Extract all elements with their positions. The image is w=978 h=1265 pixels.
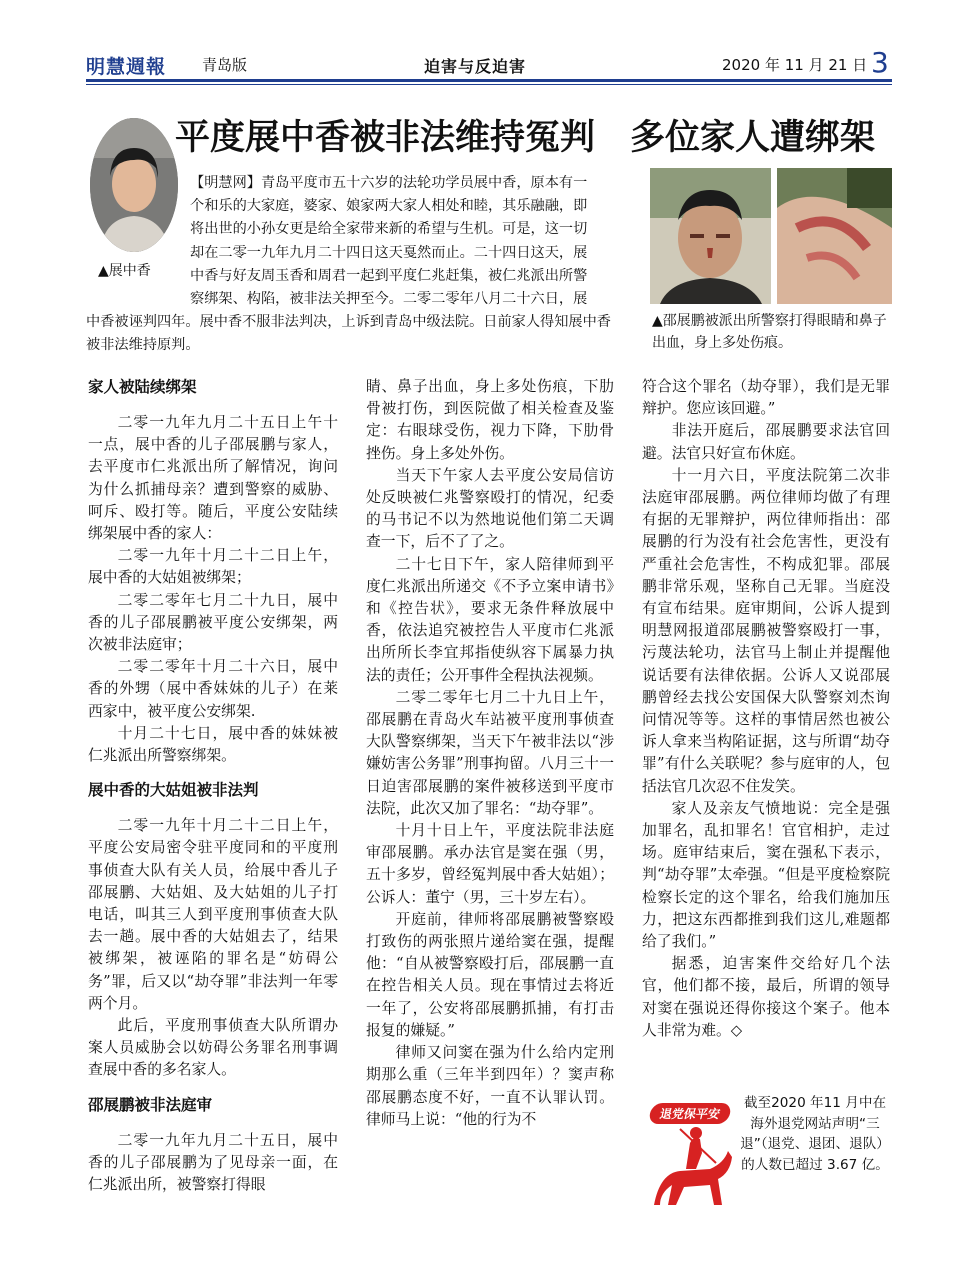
issue-date: 2020 年 11 月 21 日 <box>722 56 868 74</box>
paragraph: 二零二零年十月二十六日，展中香的外甥（展中香妹妹的儿子）在莱西家中，被平度公安绑架. <box>88 658 338 720</box>
column-1 <box>88 376 338 1196</box>
edition-label: 青岛版 <box>202 56 248 74</box>
intro-text: 【明慧网】青岛平度市五十六岁的法轮功学员展中香，原本有一个和乐的大家庭，婆家、娘家两大家人相处和睦，其乐融融，即将出世的小孙女更是给全家带来新的希望与生机。可是，这一切却在二零一九年九月二十四日这天戛然而止。二十四日这天，展中香与好友周玉香和周君一起到平度仁兆赶集，被仁兆派出所警察绑架、构陷，被非法关押至今。二零二零年八月二十六日，展中香被诬判四年。展中香不服非法判决，上诉到青岛中级法院。日前家人得知展中香被非法维持原判。 <box>86 175 611 354</box>
quit-party-box <box>640 1093 892 1217</box>
paragraph: 二零二零年七月二十九日上午，邵展鹏在青岛火车站被平度刑事侦查大队警察绑架，当天下午被非法以“涉嫌妨害公务罪”刑事拘留。八月三十一日迫害邵展鹏的案件被移送到平度市法院，此次又加了罪名：“劫夺罪”。 <box>366 688 614 817</box>
photo-caption: ▲邵展鹏被派出所警察打得眼睛和鼻子出血，身上多处伤痕。 <box>652 313 887 351</box>
paragraph: 二十七日下午，家人陪律师到平度仁兆派出所递交《不予立案申请书》和《控告状》，要求无条件释放展中香，依法追究被控告人平度市仁兆派出所所长李宜邦指使纵容下属暴力执法的责任；公开事件全程执法视频。 <box>366 555 614 684</box>
paragraph: 十一月六日，平度法院第二次非法庭审邵展鹏。两位律师均做了有理有据的无罪辩护，两位律师指出：邵展鹏的行为没有社会危害性，更没有严重社会危害性，不构成犯罪。邵展鹏非常乐观，坚称自己无罪。当庭没有宣布结果。庭审期间，公诉人提到明慧网报道邵展鹏被警察殴打一事，污蔑法轮功，法官马上制止并提醒他说话要有法律依据。公诉人又说邵展鹏曾经去找公安国保大队警察刘杰询问情况等等。这样的事情居然也被公诉人拿来当构陷证据，这与所谓“劫夺罪”有什么关联呢？参与庭审的人，包括法官几次忍不住发笑。 <box>642 466 890 795</box>
paragraph: 十月十日上午，平度法院非法庭审邵展鹏。承办法官是窦在强（男，五十多岁，曾经冤判展中香大姑姐）；公诉人：董宁（男，三十岁左右）。 <box>366 822 614 906</box>
column-3 <box>642 376 890 1042</box>
paragraph: 律师又问窦在强为什么给内定刑期那么重（三年半到四年）？窦声称邵展鹏态度不好，一直不认罪认罚。律师马上说：“他的行为不 <box>366 1044 614 1128</box>
paragraph: 睛、鼻子出血，身上多处伤痕，下肋骨被打伤，到医院做了相关检查及鉴定：右眼球受伤，视力下降，下肋骨挫伤。身上多处外伤。 <box>366 378 614 462</box>
paragraph: 开庭前，律师将邵展鹏被警察殴打致伤的两张照片递给窦在强，提醒他：“自从被警察殴打后，邵展鹏一直在控告相关人员。现在事情过去将近一年了，公安将邵展鹏抓捕，有打击报复的嫌疑。” <box>366 910 614 1039</box>
subheading-son-trial: 邵展鹏被非法庭审 <box>88 1095 213 1114</box>
paragraph: 二零二零年七月二十九日，展中香的儿子邵展鹏被平度公安绑架，两次被非法庭审； <box>88 591 338 654</box>
paragraph: 十月二十七日，展中香的妹妹被仁兆派出所警察绑架。 <box>88 724 338 765</box>
paragraph: 符合这个罪名（劫夺罪），我们是无罪辩护。您应该回避。” <box>642 378 890 418</box>
paragraph: 此后，平度刑事侦查大队所谓办案人员威胁会以妨碍公务罪名刑事调查展中香的多名家人。 <box>88 1017 338 1079</box>
article-headline: 平度展中香被非法维持冤判 多位家人遭绑架 <box>175 117 876 158</box>
subheading-family-abducted: 家人被陆续绑架 <box>88 378 197 396</box>
paragraph: 据悉，迫害案件交给好几个法官，他们都不接，最后，所谓的领导对窦在强说还得你接这个案子。他本人非常为难。◇ <box>642 955 890 1039</box>
subheading-sister-in-law: 展中香的大姑姐被非法判 <box>88 781 259 800</box>
paragraph: 二零一九年十月二十二日上午，平度公安局密令驻平度同和的平度刑事侦查大队有关人员，给展中香儿子邵展鹏、大姑姐、及大姑姐的儿子打电话，叫其三人到平度刑事侦查大队去一趟。展中香的大姑姐去了，结果被绑架，被诬陷的罪名是“妨碍公务”罪，后又以“劫夺罪”非法判一年零两个月。 <box>88 817 338 1012</box>
article-intro <box>86 172 614 358</box>
badge-label: 退党保平安 <box>648 1103 732 1124</box>
section-title: 迫害与反迫害 <box>424 57 527 76</box>
portrait-caption: ▲展中香 <box>98 263 151 279</box>
photo-injured-face <box>650 168 771 304</box>
paragraph: 家人及亲友气愤地说：完全是强加罪名，乱扣罪名！官官相护，走过场。庭审结束后，窦在强私下表示，判“劫夺罪”太牵强。“但是平度检察院检察长定的这个罪名，给我们施加压力，把这东西都推到我们这儿,难题都给了我们。” <box>642 799 890 951</box>
paragraph: 二零一九年九月二十五日上午十一点，展中香的儿子邵展鹏与家人，去平度市仁兆派出所了解情况，询问为什么抓捕母亲？遭到警察的威胁、呵斥、殴打等。随后，平度公安陆续绑架展中香的家人： <box>88 414 338 543</box>
header-rule <box>86 79 892 82</box>
page-header <box>86 46 892 82</box>
header-rule-thin <box>86 84 892 85</box>
column-2 <box>366 376 614 1131</box>
paragraph: 二零一九年九月二十五日，展中香的儿子邵展鹏为了见母亲一面，在仁兆派出所，被警察打得眼 <box>88 1131 338 1194</box>
photo-injured-arm <box>777 168 892 304</box>
horseman-emblem <box>640 1093 738 1217</box>
paragraph: 二零一九年十月二十二日上午，展中香的大姑姐被绑架； <box>88 547 338 587</box>
quit-party-stat: 截至2020 年11 月中在海外退党网站声明“三退”（退党、退团、退队）的人数已超过 3.67 亿。 <box>740 1095 890 1173</box>
masthead: 明慧週報 <box>86 56 167 78</box>
paragraph: 非法开庭后，邵展鹏要求法官回避。法官只好宣布休庭。 <box>642 422 890 462</box>
page-number: 3 <box>871 46 889 79</box>
paragraph: 当天下午家人去平度公安局信访处反映被仁兆警察殴打的情况，纪委的马书记不以为然地说他们第二天调查一下，后不了了之。 <box>366 466 614 551</box>
